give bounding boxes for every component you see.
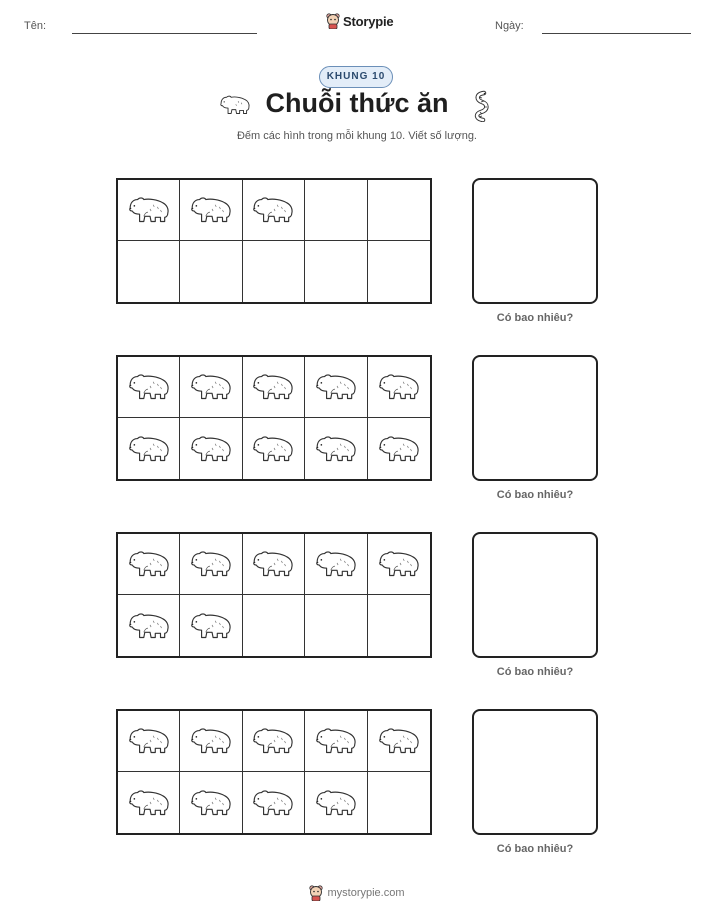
polar-bear-icon (250, 787, 296, 819)
polar-bear-icon (126, 371, 172, 403)
ten-frame-cell (368, 772, 430, 833)
polar-bear-icon (188, 548, 234, 580)
answer-box[interactable] (472, 709, 598, 835)
ten-frame-cell (305, 595, 367, 656)
ten-frame-cell (118, 595, 180, 656)
page-title: Chuỗi thức ăn (265, 88, 449, 118)
ten-frame-cell (118, 180, 180, 241)
storypie-mascot-icon (309, 885, 323, 901)
ten-frame-cell (305, 180, 367, 241)
answer-box[interactable] (472, 178, 598, 304)
polar-bear-icon (188, 787, 234, 819)
ten-frame-cell (368, 711, 430, 772)
polar-bear-icon (188, 610, 234, 642)
ten-frame-cell (118, 711, 180, 772)
polar-bear-icon (250, 548, 296, 580)
date-line (542, 33, 691, 34)
ten-frame-cell (243, 180, 305, 241)
storypie-mascot-icon (326, 13, 340, 29)
instructions: Đếm các hình trong mỗi khung 10. Viết số lượng. (236, 130, 477, 142)
polar-bear-icon (188, 433, 234, 465)
polar-bear-icon (126, 433, 172, 465)
ten-frame-cell (180, 418, 242, 479)
ten-frame-cell (118, 357, 180, 418)
answer-box[interactable] (472, 532, 598, 658)
polar-bear-icon (250, 194, 296, 226)
answer-label: Có bao nhiêu? (496, 666, 574, 678)
ten-frame-cell (368, 534, 430, 595)
worm-icon (470, 90, 492, 122)
ten-frame-cell (180, 357, 242, 418)
polar-bear-icon (313, 725, 359, 757)
ten-frame (116, 532, 432, 658)
brand-name: Storypie (343, 13, 394, 29)
polar-bear-icon (250, 725, 296, 757)
ten-frame-cell (118, 772, 180, 833)
polar-bear-icon (313, 548, 359, 580)
ten-frame-cell (305, 534, 367, 595)
answer-label: Có bao nhiêu? (496, 843, 574, 855)
ten-frame-cell (305, 357, 367, 418)
polar-bear-icon (313, 433, 359, 465)
answer-label: Có bao nhiêu? (496, 489, 574, 501)
ten-frame-cell (243, 241, 305, 302)
ten-frame-cell (180, 711, 242, 772)
polar-bear-icon (126, 194, 172, 226)
footer-url: mystorypie.com (327, 887, 405, 899)
ten-frame-cell (368, 180, 430, 241)
polar-bear-icon (188, 371, 234, 403)
polar-bear-icon (250, 371, 296, 403)
name-line (72, 33, 257, 34)
ten-frame-cell (180, 772, 242, 833)
ten-frame-cell (243, 357, 305, 418)
ten-frame-cell (243, 711, 305, 772)
ten-frame-cell (368, 357, 430, 418)
date-label: Ngày: (495, 20, 524, 32)
polar-bear-icon (188, 194, 234, 226)
polar-bear-icon (250, 433, 296, 465)
ten-frame-cell (368, 241, 430, 302)
polar-bear-icon (376, 725, 422, 757)
footer (0, 885, 714, 901)
ten-frame-cell (243, 772, 305, 833)
ten-frame-cell (180, 241, 242, 302)
ten-frame-cell (305, 772, 367, 833)
polar-bear-icon (126, 787, 172, 819)
polar-bear-icon (376, 371, 422, 403)
polar-bear-icon (376, 548, 422, 580)
ten-frame (116, 355, 432, 481)
ten-frame-cell (368, 595, 430, 656)
polar-bear-icon (313, 787, 359, 819)
ten-frame-cell (243, 418, 305, 479)
ten-frame-cell (305, 418, 367, 479)
ten-frame-cell (180, 534, 242, 595)
name-label: Tên: (24, 20, 47, 32)
polar-bear-icon (126, 548, 172, 580)
answer-label: Có bao nhiêu? (496, 312, 574, 324)
ten-frame-cell (305, 241, 367, 302)
ten-frame-cell (118, 534, 180, 595)
ten-frame-cell (243, 595, 305, 656)
ten-frame-cell (118, 418, 180, 479)
ten-frame (116, 709, 432, 835)
answer-box[interactable] (472, 355, 598, 481)
polar-bear-icon (376, 433, 422, 465)
polar-bear-icon (313, 371, 359, 403)
ten-frame-cell (118, 241, 180, 302)
ten-frame-cell (180, 180, 242, 241)
ten-frame (116, 178, 432, 304)
ten-frame-badge: KHUNG 10 (319, 66, 393, 88)
polar-bear-icon (126, 725, 172, 757)
ten-frame-cell (368, 418, 430, 479)
polar-bear-icon (188, 725, 234, 757)
brand-logo (326, 13, 393, 29)
ten-frame-cell (180, 595, 242, 656)
ten-frame-cell (305, 711, 367, 772)
ten-frame-cell (243, 534, 305, 595)
polar-bear-icon (126, 610, 172, 642)
